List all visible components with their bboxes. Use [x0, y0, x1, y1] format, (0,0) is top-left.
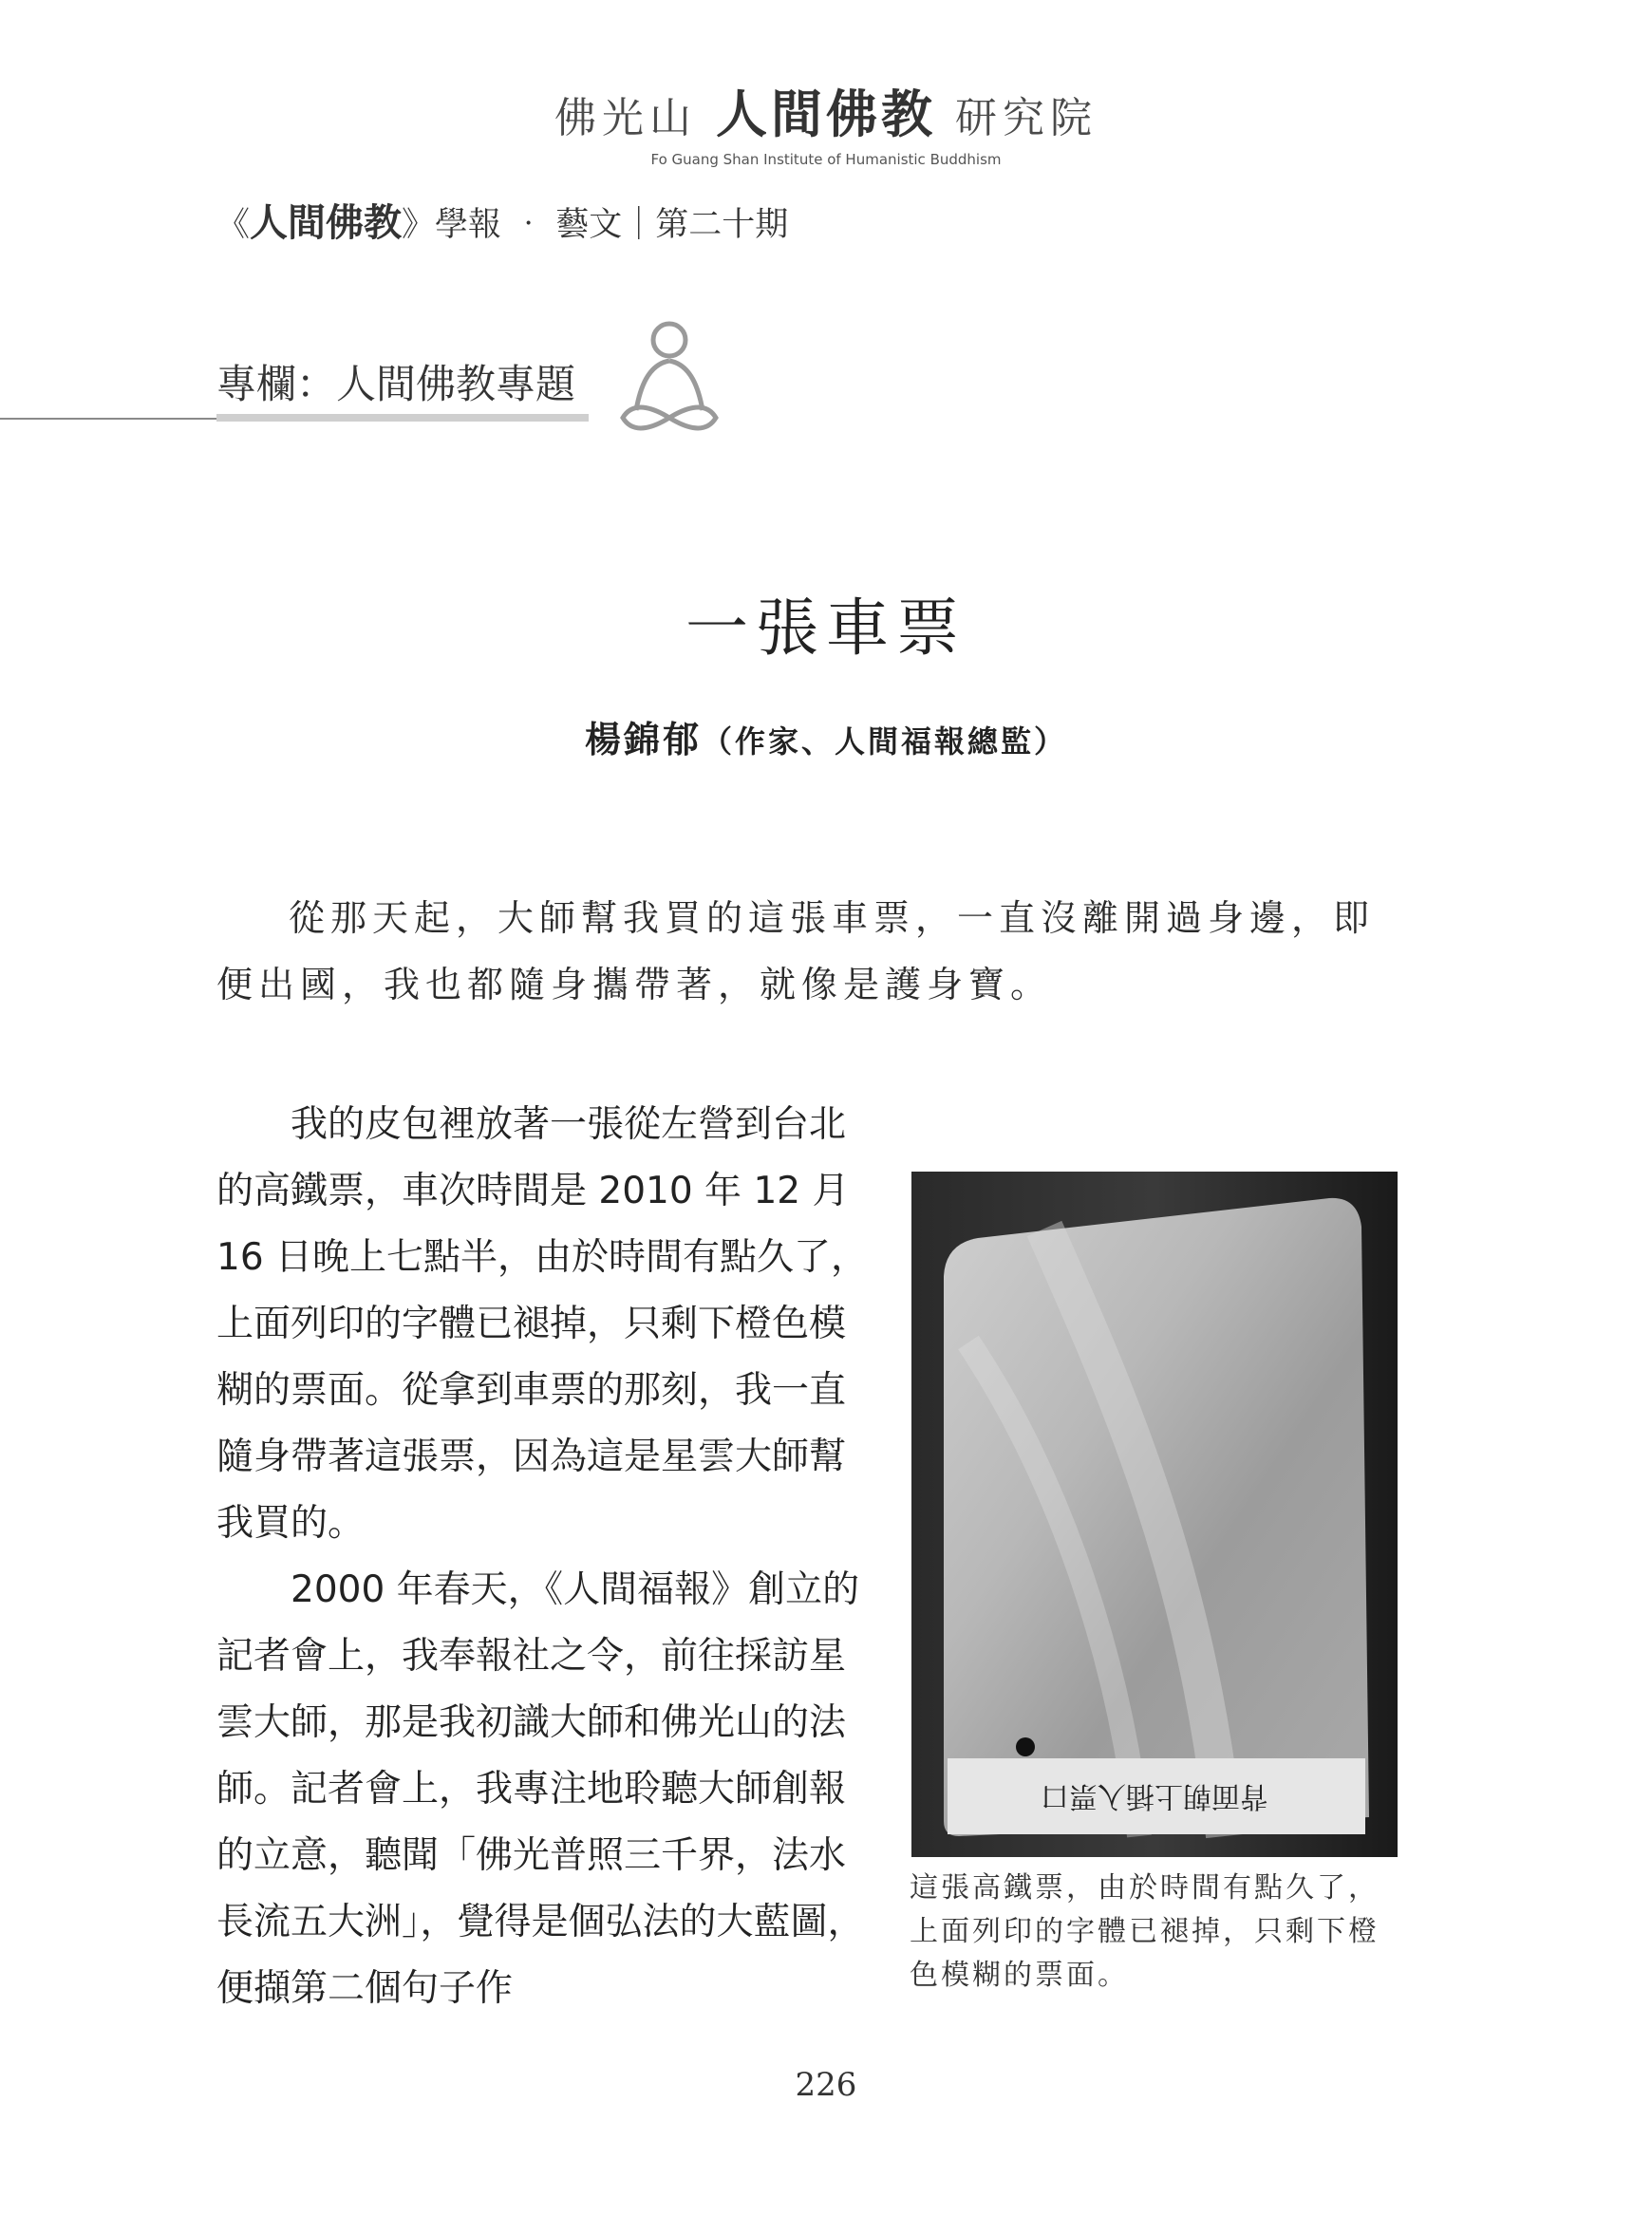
byline	[0, 710, 1652, 762]
author-name: 楊錦郁	[584, 718, 702, 760]
institute-name-right: 研究院	[955, 94, 1098, 142]
column-label: 專欄：人間佛教專題	[216, 361, 576, 407]
running-head	[216, 193, 788, 247]
body-paragraph-1: 我的皮包裡放著一張從左營到台北的高鐵票，車次時間是 2010 年 12 月 16 日晚上七點半，由於時間有點久了，上面列印的字體已褪掉，只剩下橙色模糊的票面。從拿到車票的那刻，我一直隨身帶著這張票，因為這是星雲大師幫我買的。	[216, 1103, 869, 1545]
intro-block	[216, 885, 1403, 1018]
body-column	[216, 1092, 872, 2022]
institute-name	[0, 74, 1652, 147]
article-title: 一張車票	[685, 591, 967, 665]
journal-brand: 人間佛教	[250, 200, 403, 245]
intro-paragraph: 從那天起，大師幫我買的這張車票，一直沒離開過身邊，即便出國，我也都隨身攜帶著，就像是護身寶。	[216, 897, 1376, 1005]
author-affiliation: （作家、人間福報總監）	[702, 723, 1068, 760]
ticket-photo	[911, 1172, 1398, 1857]
meditating-figure-icon	[615, 319, 723, 437]
running-head-rest: 》學報 ‧ 藝文｜第二十期	[402, 206, 789, 244]
institute-header	[0, 74, 1652, 168]
column-rule-band	[216, 414, 589, 422]
institute-name-left: 佛光山	[554, 94, 697, 142]
page-number: 226	[795, 2066, 857, 2104]
running-head-open: 《	[216, 206, 251, 244]
institute-brand: 人間佛教	[716, 84, 936, 144]
institute-english: Fo Guang Shan Institute of Humanistic Buddhism	[650, 151, 1002, 168]
ticket-inscription: 背面朝上插入票口	[1041, 1779, 1268, 1812]
photo-caption: 這張高鐵票，由於時間有點久了，上面列印的字體已褪掉，只剩下橙色模糊的票面。	[910, 1871, 1380, 1992]
body-paragraph-2: 2000 年春天，《人間福報》創立的記者會上，我奉報社之令，前往採訪星雲大師，那是我初識大師和佛光山的法師。記者會上，我專注地聆聽大師創報的立意，聽聞「佛光普照三千界，法水長流五大洲」，覺得是個弘法的大藍圖，便擷第二個句子作	[216, 1568, 865, 2010]
